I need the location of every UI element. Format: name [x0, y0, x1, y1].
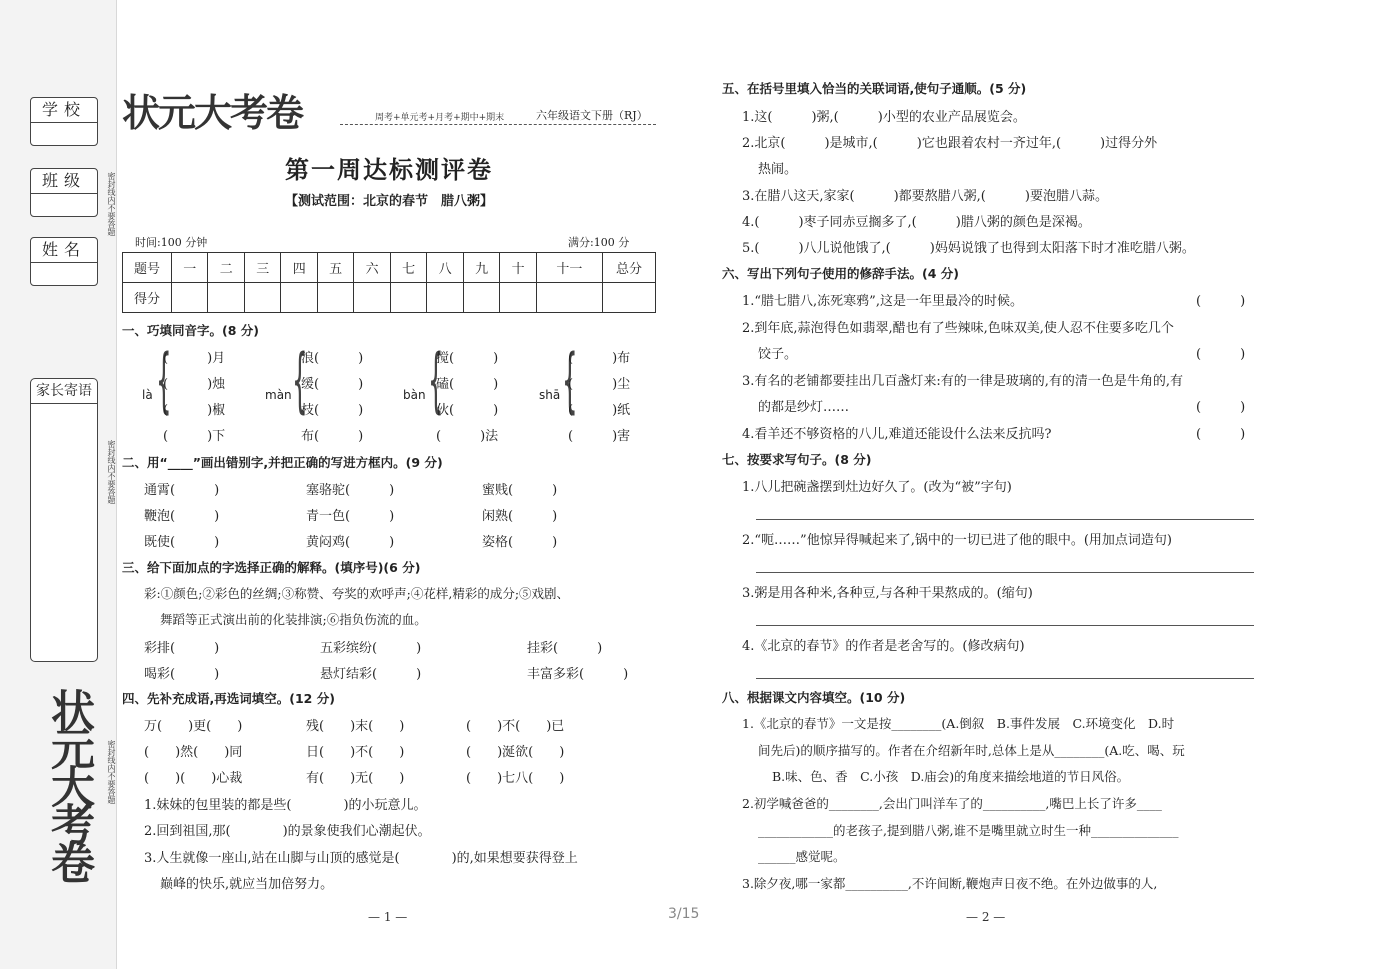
school-box [30, 97, 98, 146]
score-cell: 总分 [603, 253, 656, 283]
typo-item: 鞭泡( ) [144, 509, 220, 524]
answer-blank[interactable]: ( ) [1196, 294, 1246, 309]
meaning-item: 悬灯结彩( ) [320, 667, 422, 682]
pinyin-label: shā [539, 388, 561, 402]
answer-blank[interactable]: ( ) [1196, 347, 1246, 362]
score-input-cell[interactable] [317, 283, 353, 313]
score-cell: 十一 [536, 253, 602, 283]
page-number: — 2 — [966, 910, 1006, 924]
idiom-item: ( )不( )已 [466, 719, 565, 734]
pinyin-label: bàn [403, 388, 426, 402]
fill-item: ( )法 [436, 429, 499, 444]
fill-item: ( )烛 [163, 377, 226, 392]
question-line: 4.( )枣子同赤豆搁多了,( )腊八粥的颜色是深褐。 [742, 215, 1091, 230]
question-line: B.味、色、香 C.小孩 D.庙会)的角度来描绘地道的节日风俗。 [772, 769, 1130, 784]
class-label: 班级 [31, 169, 97, 194]
idiom-item: ( )( )心裁 [144, 771, 243, 786]
time-limit: 时间:100 分钟 [135, 236, 208, 249]
definition-line: 彩:①颜色;②彩色的丝绸;③称赞、夸奖的欢呼声;④花样,精彩的成分;⑤戏剧、 [144, 586, 570, 601]
fill-item: ( )椒 [163, 403, 226, 418]
fill-item: ( )害 [568, 429, 631, 444]
seal-text: 密封线内不要答题 [107, 172, 116, 236]
score-cell: 三 [244, 253, 280, 283]
section-4-heading: 四、先补充成语,再选词填空。(12 分) [122, 691, 335, 706]
question-line: 1.这( )粥,( )小型的农业产品展览会。 [742, 110, 1026, 125]
question-line: ______感觉呢。 [758, 849, 846, 864]
question-line: 1.《北京的春节》一文是按________(A.倒叙 B.事件发展 C.环境变化 D.时 [742, 716, 1175, 731]
score-input-cell[interactable] [281, 283, 317, 313]
answer-blank[interactable]: ( ) [1196, 400, 1246, 415]
class-blank [31, 194, 97, 216]
question-line: 3.在腊八这天,家家( )都要熬腊八粥,( )要泡腊八蒜。 [742, 189, 1108, 204]
name-box [30, 237, 98, 286]
score-cell: 十 [500, 253, 536, 283]
score-input-cell[interactable] [390, 283, 426, 313]
idiom-item: ( )然( )同 [144, 745, 243, 760]
test-scope: 【测试范围：北京的春节 腊八粥】 [284, 194, 493, 209]
score-input-cell[interactable] [208, 283, 244, 313]
score-input-cell[interactable] [244, 283, 280, 313]
idiom-item: 有( )无( ) [306, 771, 405, 786]
idiom-item: 日( )不( ) [306, 745, 405, 760]
answer-line[interactable] [756, 625, 1254, 626]
fill-item: 浪( ) [301, 351, 364, 366]
section-1-heading: 一、巧填同音字。(8 分) [122, 323, 259, 338]
page-number: — 1 — [368, 910, 408, 924]
page-indicator: 3/15 [668, 906, 700, 922]
brand-logo: 状元大考卷 [122, 91, 303, 135]
typo-item: 青一色( ) [306, 509, 395, 524]
meaning-item: 五彩缤纷( ) [320, 641, 422, 656]
meaning-item: 彩排( ) [144, 641, 220, 656]
school-blank [31, 123, 97, 145]
question-line: 3.粥是用各种米,各种豆,与各种干果熬成的。(缩句) [742, 586, 1033, 601]
score-table-score-row [123, 283, 656, 313]
fill-item: 伙( ) [436, 403, 499, 418]
question-line: 1.妹妹的包里装的都是些( )的小玩意儿。 [144, 798, 427, 813]
binding-strip [0, 0, 117, 969]
pinyin-label: màn [265, 388, 292, 402]
score-input-cell[interactable] [500, 283, 536, 313]
meaning-item: 丰富多彩( ) [527, 667, 629, 682]
score-input-cell[interactable] [463, 283, 499, 313]
score-table [122, 252, 656, 313]
score-cell: 八 [427, 253, 463, 283]
idiom-item: ( )涎欲( ) [466, 745, 565, 760]
question-line: 2.到年底,蒜泡得色如翡翠,醋也有了些辣味,色味双美,使人忍不住要多吃几个 [742, 321, 1174, 336]
parent-comment-box [30, 378, 98, 662]
question-line: 1.八儿把碗盏摆到灶边好久了。(改为“被”字句) [742, 480, 1012, 495]
fill-item: ( )纸 [568, 403, 631, 418]
definition-line: 舞蹈等正式演出前的化装排演;⑥指负伤流的血。 [160, 612, 427, 627]
idiom-item: 残( )末( ) [306, 719, 405, 734]
section-2-heading: 二、用“____”画出错别字,并把正确的写进方框内。(9 分) [122, 455, 443, 470]
score-input-cell[interactable] [603, 283, 656, 313]
section-5-heading: 五、在括号里填入恰当的关联词语,使句子通顺。(5 分) [722, 81, 1027, 96]
question-line: 3.除夕夜,哪一家都__________,不许间断,鞭炮声日夜不绝。在外边做事的人, [742, 876, 1158, 891]
answer-line[interactable] [756, 678, 1254, 679]
question-line: 2.初学喊爸爸的________,会出门叫洋车了的__________,嘴巴上长了许多____ [742, 796, 1162, 811]
seal-text: 密封线内不要答题 [107, 440, 116, 504]
brace: { [428, 339, 444, 421]
typo-item: 通霄( ) [144, 483, 220, 498]
question-line: 2.北京( )是城市,( )它也跟着农村一齐过年,( )过得分外 [742, 136, 1158, 151]
score-input-cell[interactable] [172, 283, 208, 313]
score-input-cell[interactable] [427, 283, 463, 313]
question-line: 5.( )八儿说他饿了,( )妈妈说饿了也得到太阳落下时才准吃腊八粥。 [742, 241, 1195, 256]
question-line: 热闹。 [758, 162, 798, 177]
score-cell: 一 [172, 253, 208, 283]
fill-item: 枝( ) [301, 403, 364, 418]
question-line: ____________的老孩子,提到腊八粥,谁不是嘴里就立时生一种______________ [758, 823, 1179, 838]
score-cell: 七 [390, 253, 426, 283]
fill-item: ( )下 [163, 429, 226, 444]
question-line: 的都是纱灯…… [758, 400, 850, 415]
score-cell: 题号 [123, 253, 172, 283]
score-cell: 六 [354, 253, 390, 283]
section-7-heading: 七、按要求写句子。(8 分) [722, 452, 872, 467]
section-3-heading: 三、给下面加点的字选择正确的解释。(填序号)(6 分) [122, 560, 421, 575]
question-line: 2.回到祖国,那( )的景象使我们心潮起伏。 [144, 824, 431, 839]
fill-item: 布( ) [301, 429, 364, 444]
fill-item: ( )布 [568, 351, 631, 366]
score-input-cell[interactable] [536, 283, 602, 313]
school-label: 学校 [31, 98, 97, 123]
question-line: 1.“腊七腊八,冻死寒鸦”,这是一年里最冷的时候。 [742, 294, 1023, 309]
logo-subtitle: 周考+单元考+月考+期中+期末 [375, 113, 505, 123]
answer-blank[interactable]: ( ) [1196, 427, 1246, 442]
pinyin-label: là [142, 388, 153, 402]
fill-item: ( )月 [163, 351, 226, 366]
idiom-item: 万( )更( ) [144, 719, 243, 734]
name-blank [31, 263, 97, 285]
idiom-item: ( )七八( ) [466, 771, 565, 786]
fill-item: 搅( ) [436, 351, 499, 366]
fill-item: ( )尘 [568, 377, 631, 392]
question-line: 4.《北京的春节》的作者是老舍写的。(修改病句) [742, 639, 1025, 654]
typo-item: 塞骆驼( ) [306, 483, 395, 498]
page-title: 第一周达标测评卷 [285, 156, 493, 184]
question-line: 间先后)的顺序描写的。作者在介绍新年时,总体上是从________(A.吃、喝、玩 [758, 743, 1185, 758]
score-cell: 四 [281, 253, 317, 283]
question-line: 3.人生就像一座山,站在山脚与山顶的感觉是( )的,如果想要获得登上 [144, 851, 578, 866]
score-table-header-row [123, 253, 656, 283]
fill-item: 磕( ) [436, 377, 499, 392]
parent-label: 家长寄语 [31, 379, 97, 404]
question-line: 饺子。 [758, 347, 798, 362]
typo-item: 既使( ) [144, 535, 220, 550]
meaning-item: 挂彩( ) [527, 641, 603, 656]
typo-item: 蜜贱( ) [482, 483, 558, 498]
header-divider [340, 124, 656, 125]
brace: { [292, 339, 308, 421]
typo-item: 黄闷鸡( ) [306, 535, 395, 550]
brace: { [156, 339, 172, 421]
section-8-heading: 八、根据课文内容填空。(10 分) [722, 690, 906, 705]
score-cell: 九 [463, 253, 499, 283]
brace: { [562, 339, 578, 421]
question-line: 2.“呃……”他惊异得喊起来了,锅中的一切已进了他的眼中。(用加点词造句) [742, 533, 1172, 548]
score-cell: 五 [317, 253, 353, 283]
section-6-heading: 六、写出下列句子使用的修辞手法。(4 分) [722, 266, 959, 281]
seal-text: 密封线内不要答题 [107, 740, 116, 804]
score-cell: 二 [208, 253, 244, 283]
answer-line[interactable] [756, 572, 1254, 573]
grade-label: 六年级语文下册（RJ） [536, 109, 648, 122]
question-line: 4.看羊还不够资格的八儿,难道还能设什么法来反抗吗? [742, 427, 1052, 442]
score-input-cell[interactable] [354, 283, 390, 313]
question-line: 3.有名的老铺都要挂出几百盏灯来:有的一律是玻璃的,有的清一色是牛角的,有 [742, 374, 1184, 389]
fill-item: 缓( ) [301, 377, 364, 392]
meaning-item: 喝彩( ) [144, 667, 220, 682]
typo-item: 闲熟( ) [482, 509, 558, 524]
name-label: 姓名 [31, 238, 97, 263]
strip-logo: 状元大考卷 [43, 688, 94, 878]
typo-item: 姿格( ) [482, 535, 558, 550]
class-box [30, 168, 98, 217]
question-line: 巅峰的快乐,就应当加倍努力。 [160, 877, 334, 892]
answer-line[interactable] [756, 519, 1254, 520]
full-score: 满分:100 分 [568, 236, 630, 249]
score-row-label: 得分 [123, 283, 172, 313]
